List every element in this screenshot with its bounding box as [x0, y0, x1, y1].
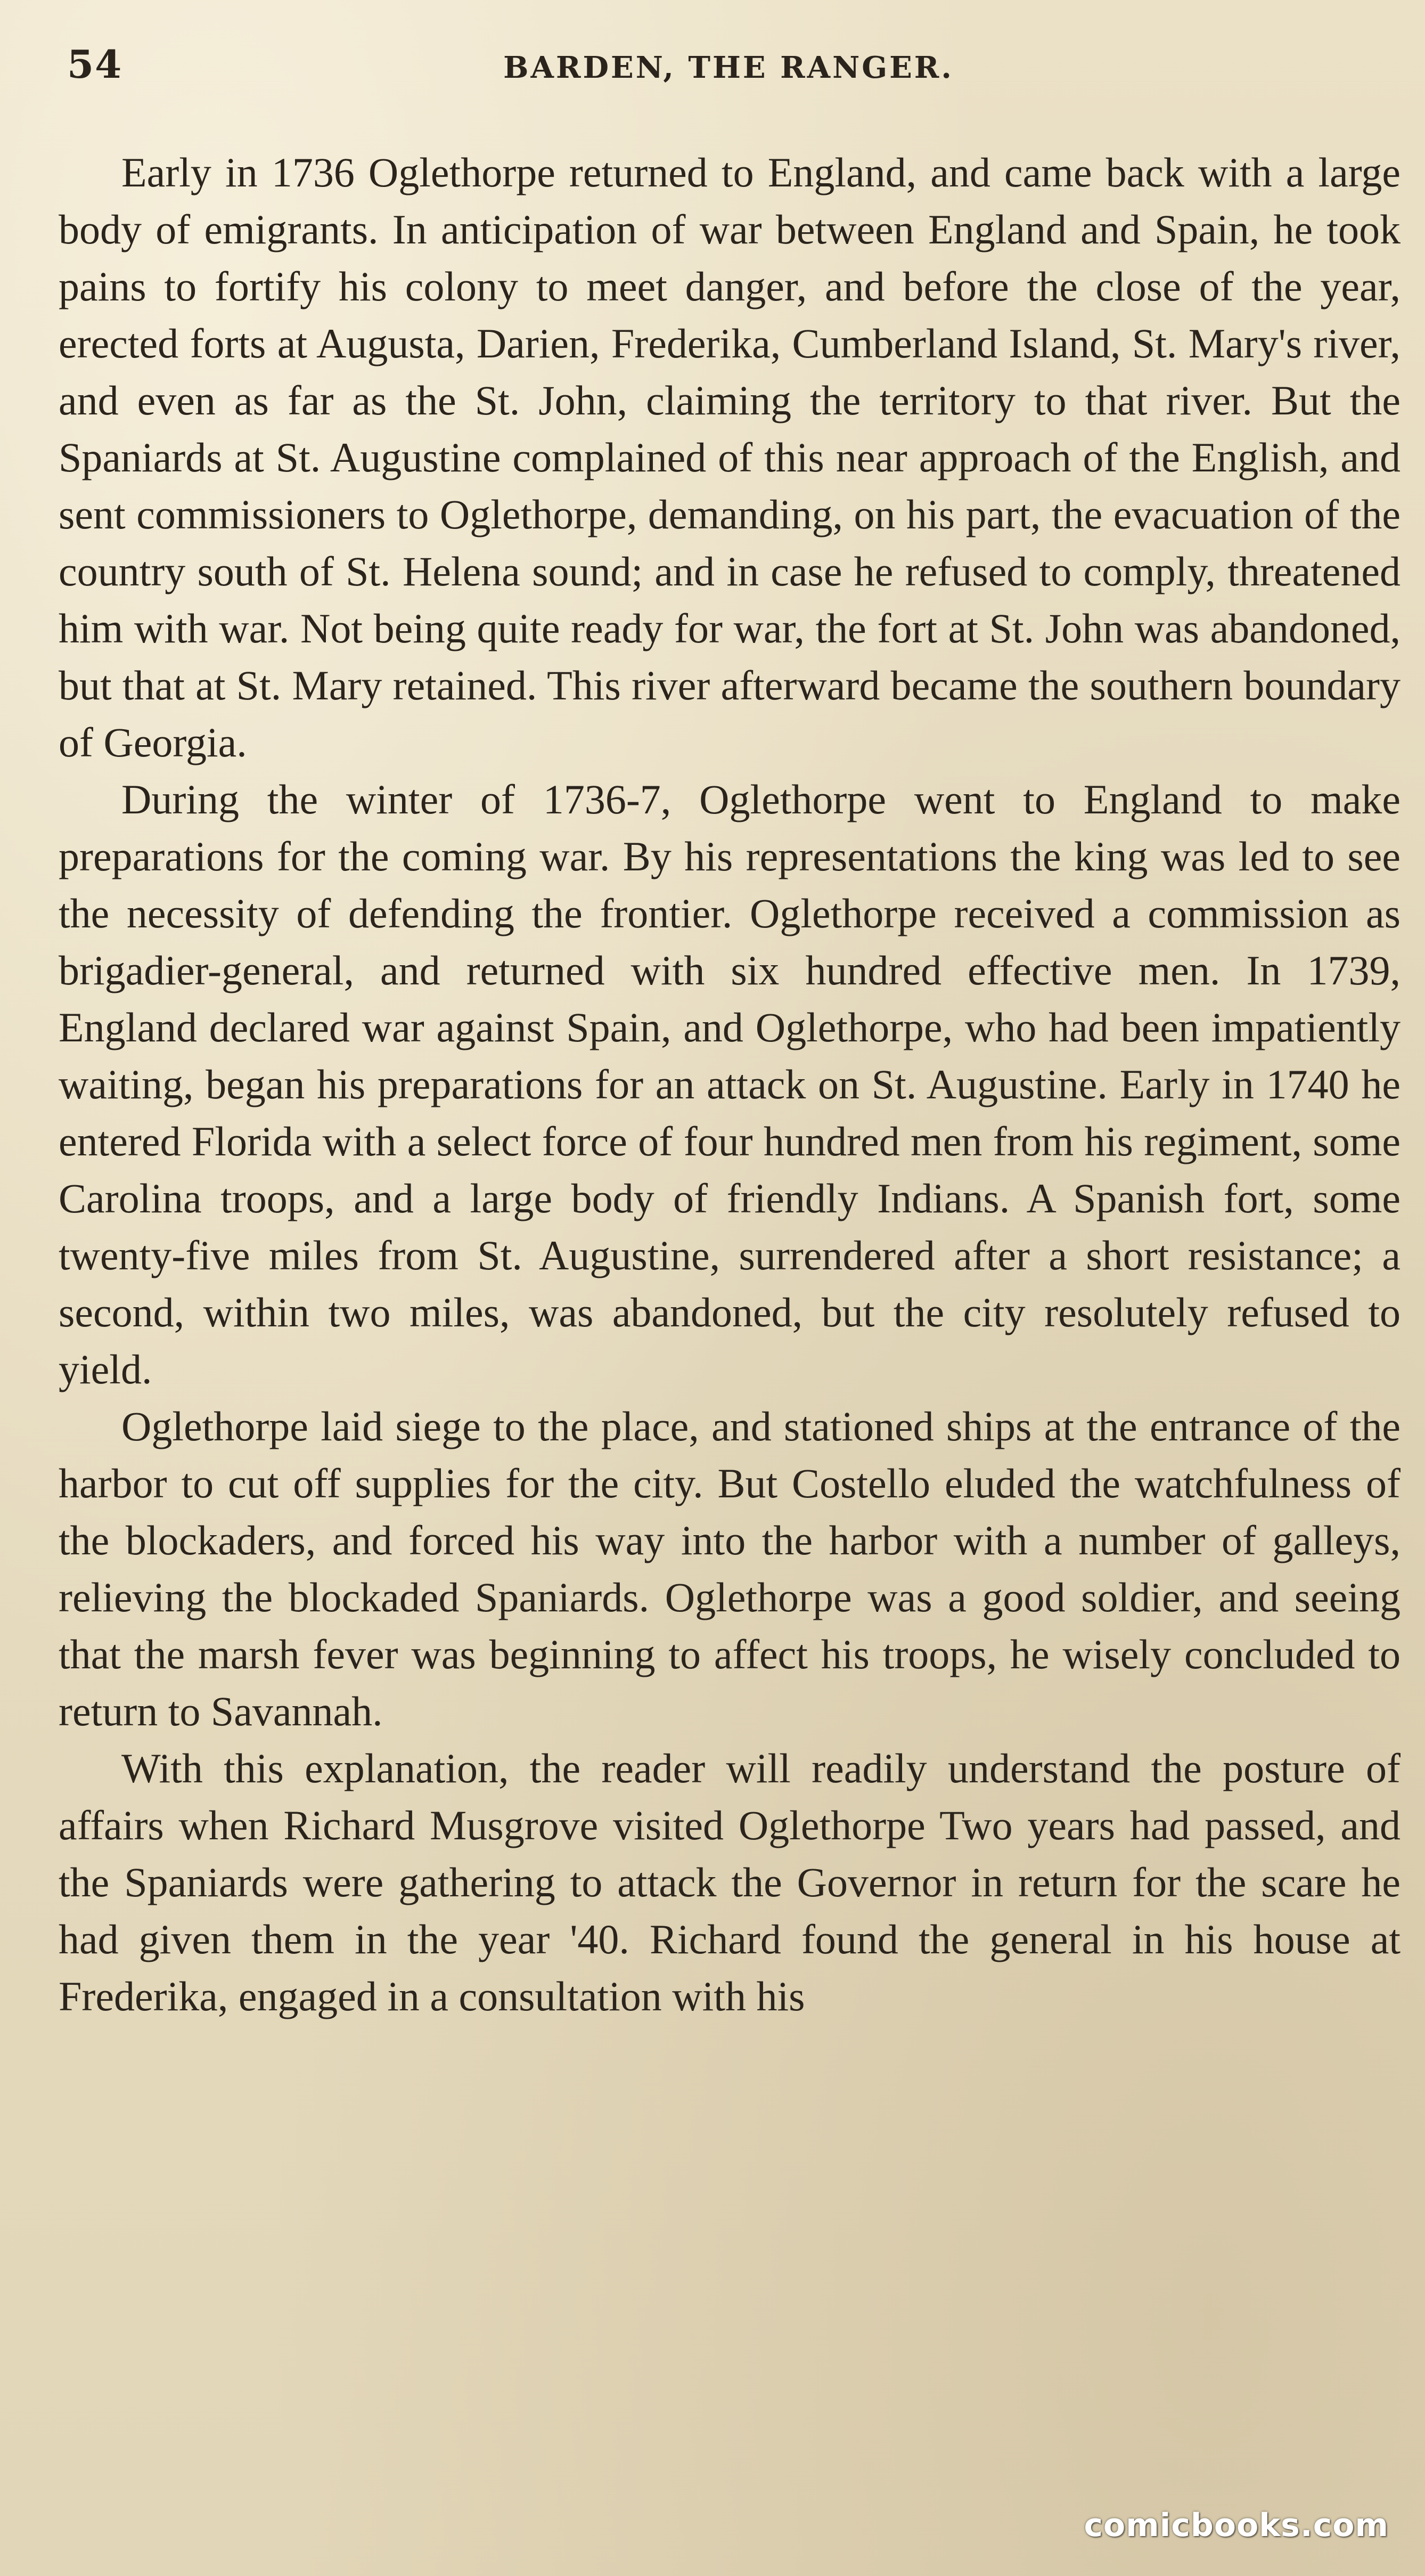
body-text — [59, 144, 1401, 2025]
paragraph: Early in 1736 Oglethorpe returned to England, and came back with a large body of emigrants. In anticipation of war between England and Spain, he took pains to fortify his colony to meet danger, and before the close of the year, erected forts at Augusta, Darien, Frederika, Cumberland Island, St. Mary's river, and even as far as the St. John, claiming the territory to that river. But the Spaniards at St. Augustine complained of this near approach of the English, and sent commissioners to Oglethorpe, demanding, on his part, the evacuation of the country south of St. Helena sound; and in case he refused to comply, threatened him with war. Not being quite ready for war, the fort at St. John was abandoned, but that at St. Mary retained. This river afterward became the southern boundary of Georgia. — [59, 149, 1401, 765]
paragraph: During the winter of 1736-7, Oglethorpe went to England to make preparations for the coming war. By his representations the king was led to see the necessity of defending the frontier. Oglethorpe received a commission as brigadier-general, and returned with six hundred effective men. In 1739, England declared war against Spain, and Oglethorpe, who had been impatiently waiting, began his preparations for an attack on St. Augustine. Early in 1740 he entered Florida with a select force of four hundred men from his regiment, some Carolina troops, and a large body of friendly Indians. A Spanish fort, some twenty-five miles from St. Augustine, surrendered after a short resistance; a second, within two miles, was abandoned, but the city resolutely refused to yield. — [59, 776, 1401, 1392]
page-number: 54 — [67, 42, 123, 87]
watermark: comicbooks.com — [1084, 2507, 1389, 2544]
paragraph: With this explanation, the reader will readily understand the posture of affairs when Richard Musgrove visited Oglethorpe Two years had passed, and the Spaniards were gathering to attack the Governor in return for the scare he had given them in the year '40. Richard found the general in his house at Frederika, engaged in a consultation with his — [59, 1745, 1401, 2019]
paragraph: Oglethorpe laid siege to the place, and stationed ships at the entrance of the harbor to cut off supplies for the city. But Costello eluded the watchfulness of the blockaders, and forced his way into the harbor with a number of galleys, relieving the blockaded Spaniards. Oglethorpe was a good soldier, and seeing that the marsh fever was beginning to affect his troops, he wisely concluded to return to Savannah. — [59, 1403, 1401, 1734]
running-title: BARDEN, THE RANGER. — [503, 50, 954, 85]
running-head — [63, 42, 1394, 105]
